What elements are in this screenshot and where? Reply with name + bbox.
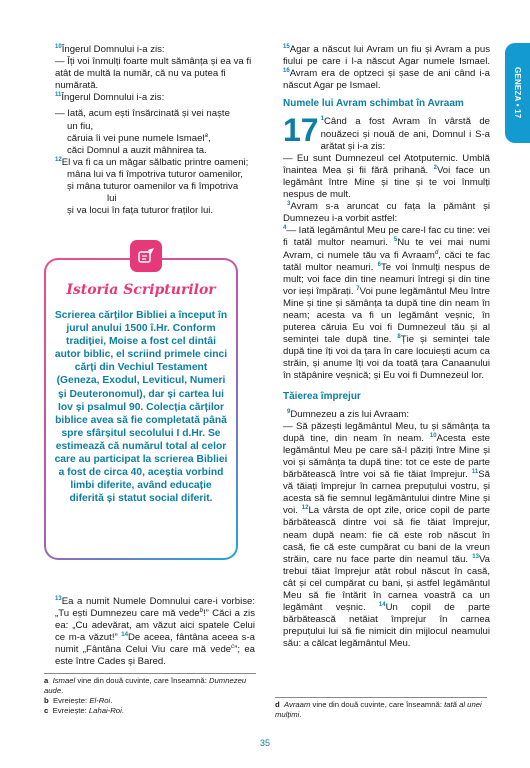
footnote-text: . [299,710,302,719]
verse-text: ”; ea este între Cades și Bared. [55,644,255,668]
verse-number: 15 [283,43,290,50]
verse-text: Va trebui tăiat împrejur atât robul născut în casă, cât și cel cumpărat cu bani, și astfel legământul Meu să fie întărit în carnea voastră ca un legământ veșnic. [283,553,490,614]
info-box-text: Scrierea cărților Bibliei a început în jurul anului 1500 î.Hr. Conform tradiției, Moise a fost cel dintâi autor biblic, el scriind primele cinci cărți din Vechiul Testament (Geneza, Exodul, Leviticul, Numeri și Deuteronomul), dar și cartea lui Iov și psalmul 90. Colecția cărților biblice avea să fie completată până spre sfârșitul secolului I d.Hr. Se estimează că numărul total al celor care au participat la scrierea Bibliei a fost de circa 40, aceștia vorbind limbi diferite, având educație diferită și statut social diferit. [54,310,228,505]
poetry-line: căci Domnul a auzit mâhnirea ta. [67,144,207,156]
footnote-mark: b [44,696,49,705]
verse-number: 14 [121,632,128,639]
poetry-text: , [207,132,211,144]
footnote-text: . [121,706,124,715]
verse-text: Îngerul Domnului i-a zis: [61,44,165,55]
right-column [283,44,490,651]
footnote-text: vine din două cuvinte, care înseamnă: [310,700,445,709]
footnote-term: Ismael [52,676,76,685]
verse-text: Voi pune legământul Meu între Mine și tine și sămânța ta după tine din neam în neam; acesta va fi un legământ veșnic, în puterea căruia Eu voi fi Dumnezeul tău și al seminței tale după tine. [283,285,490,346]
verse-text: Să vă tăiați împrejur în carnea prepuțului vostru, și acesta să fie semnul legământului dintre Mine și voi. [283,469,490,517]
verse-11 [55,92,255,104]
verse-text: Ție și seminței tale după tine îți voi da țara în care locuiești acum ca străin, și anume îți voi da toată țara Canaanului în stăpânire veșnică; și Eu voi fi Dumnezeul lor. [283,334,490,382]
footnote-mark: a [44,676,49,685]
poetry-line: lui [107,193,117,205]
footnote-text: vine din două cuvinte, care înseamnă: [75,676,209,685]
verse-number: 10 [55,43,62,50]
footnote-text: Evreiește: [52,706,89,715]
footnote-mark: d [434,249,439,256]
footnote-a [44,676,258,696]
verse-9-14 [283,421,490,651]
verse-text: — Să păzești legământul Meu, tu și sămânța ta după tine, din neam în neam. [283,420,490,444]
verse-number: 12 [55,156,62,163]
verse-text: Îngerul Domnului i-a zis: [61,92,165,104]
poetry-line: un fiu, [67,120,94,132]
verse-number: 3 [287,200,291,207]
verse-number: 12 [301,505,309,512]
verse-text: !” Căci a zis ea: „Cu adevărat, am văzut aici spatele Celui ce m-a văzut!” [55,608,255,644]
chapter-tab-label: GENEZA • 17 [513,67,522,119]
section-heading: Numele lui Avram schimbat în Avraam [283,98,464,110]
footnote-right [275,700,487,720]
verse-9 [283,409,490,421]
verse-text: Avram era de optzeci și șase de ani când i-a născut Agar pe Ismael. [283,68,490,92]
footnote-mark: a [204,132,208,139]
verse-number: 11 [471,468,479,475]
verse-text: Ea a numit Numele Domnului care-i vorbise: „Tu ești Dumnezeu care mă vede [55,596,255,620]
page-number: 35 [259,738,270,748]
poetry-line: — Iată, acum ești însărcinată și vei naște [55,108,230,120]
verse-number: 1 [320,116,324,123]
footnote-text: . [110,696,113,705]
verse-text: Acesta este legământul Meu pe care să-l păziți între Mine și voi și sămânța ta după tine: tot ce este de parte bărbătească între voi să fie tăiat împrejur. [283,432,490,481]
verse-text: Un copil de parte bărbătească netăiat împrejur în carnea prepuțului lui să fie nimicit din mijlocul neamului său: a călcat legământul Meu. [283,602,490,650]
verse-number: 16 [283,68,290,74]
verse-number: 4 [283,225,287,232]
section-heading: Tăierea împrejur [283,390,361,402]
verse-text: La vârsta de opt zile, orice copil de parte bărbătească dintre voi să fie tăiat împrejur, neam după neam: fie că este rob născut în casă, fie că este cumpărat cu bani de la vreun străin, care nu face parte din neamul tău. [283,505,490,565]
verse-text: Dumnezeu a zis lui Avraam: [290,408,410,420]
verse-number: 14 [378,601,386,608]
poetry-text: căruia îi vei pune numele Ismael [67,132,205,144]
verse-12 [55,157,255,169]
verse-text: Nu te vei mai numi Avram, ci numele tău va fi Avraam [283,237,490,261]
footnote-b [44,696,258,706]
verse-number: 13 [55,595,62,602]
verse-number: 5 [393,237,398,244]
info-box-title: Istoria Scripturilor [66,282,216,298]
footnote-c [44,706,258,716]
footnote-term: Avraam [283,700,311,709]
footnote-d [275,700,487,720]
verse-number: 2 [433,164,437,171]
verse-number: 13 [472,553,479,560]
poetry-line [55,133,255,145]
verse-3 [283,201,490,225]
footnote-mark: c [231,644,235,651]
footnote-text: Evreiește: [52,696,90,705]
footnote-divider [44,673,256,674]
chapter-tab-label-wrap [505,43,530,143]
footnote-mark: c [44,706,49,715]
chapter-17-verse-1 [283,112,490,152]
footnote-meaning: Lahai-Roi [88,706,122,715]
left-column [55,44,255,217]
footnote-meaning: El-Roi [89,696,111,705]
poetry-line: și va locui în fața tuturor fraților lui. [67,205,214,217]
verse-number: 9 [287,408,291,415]
verse-4-8 [283,225,490,382]
scroll-quill-icon [130,240,162,272]
verse-text: , căci te fac tatăl multor neamuri. [283,249,490,273]
verse-number: 7 [356,285,360,292]
verse-1-2 [283,153,490,201]
footnote-text: . [61,686,64,695]
poetry-text: El va fi ca un măgar sălbatic printre oameni; [61,156,249,168]
poetry-line: mâna lui va fi împotriva tuturor oamenilor, [67,168,243,180]
verse-10 [55,44,255,56]
footnotes-left [44,676,258,716]
verse-number: 10 [429,432,437,439]
footnote-mark: d [275,700,280,709]
verse-text: Când a fost Avram în vârstă de nouăzeci și nouă de ani, Domnul i S-a arătat și i-a zis: [320,116,490,152]
verse-number: 6 [377,261,382,268]
verse-text: — Eu sunt Dumnezeul cel Atotputernic. Umblă înaintea Mea și fii fără prihană. [283,152,490,176]
verse-text: Agar a născut lui Avram un fiu și Avram a pus fiului pe care i l-a născut Agar numele Ismael. [283,44,490,68]
verse-number: 11 [55,92,62,99]
chapter-number: 17 [283,112,319,149]
verse-number: 8 [397,333,401,340]
footnote-meaning: tată al unei mulțimi [275,700,482,719]
verse-10-speech: — Îți voi înmulți foarte mult sămânța și ea va fi atât de multă la număr, că nu va putea fi numărată. [55,56,252,92]
footnote-meaning: Dumnezeu aude [44,676,247,695]
verse-text: Avram s-a aruncat cu fața la pământ și Dumnezeu i-a vorbit astfel: [283,201,490,225]
verse-13-14 [55,596,255,669]
footnote-divider [275,697,487,698]
left-lower-text [55,596,255,669]
verse-text: Voi face un legământ între Mine și tine și te voi înmulți nespus de mult. [283,164,490,201]
poetry-line: și mâna tuturor oamenilor va fi împotriva [67,181,239,193]
verse-text: — Iată legământul Meu pe care-l fac cu tine: vei fi tatăl multor neamuri. [283,225,490,249]
footnote-mark: b [199,607,203,614]
verse-text: Te voi înmulți nespus de mult; voi face din tine neamuri întregi și din tine vor ieși împărați. [283,261,490,297]
verse-text: De aceea, fântâna aceea s-a numit „Fântâna Celui Viu care mă vede [55,632,255,656]
verse-15-16 [283,44,490,92]
